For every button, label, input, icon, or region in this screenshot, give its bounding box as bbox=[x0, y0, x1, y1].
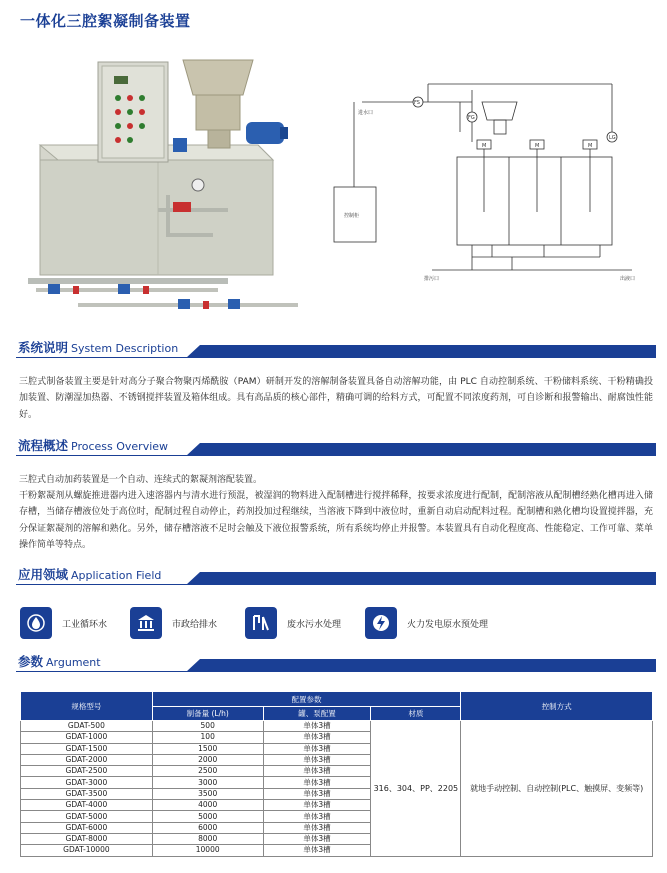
cell-capacity: 500 bbox=[152, 721, 263, 732]
motor-label-1: M bbox=[482, 143, 487, 149]
cell-capacity: 2500 bbox=[152, 766, 263, 777]
cell-model: GDAT-500 bbox=[21, 721, 153, 732]
motor-label-2: M bbox=[535, 143, 540, 149]
header-tank: 罐、泵配置 bbox=[263, 707, 371, 721]
cell-model: GDAT-3000 bbox=[21, 777, 153, 788]
cell-model: GDAT-8000 bbox=[21, 833, 153, 844]
cell-tank: 单体3槽 bbox=[263, 788, 371, 799]
cell-capacity: 8000 bbox=[152, 833, 263, 844]
motor-label-3: M bbox=[588, 143, 593, 149]
section-title-cn: 参数 bbox=[18, 654, 44, 669]
parameter-table bbox=[20, 691, 653, 857]
cell-capacity: 4000 bbox=[152, 800, 263, 811]
section-header-system bbox=[16, 340, 656, 360]
header-config: 配置参数 bbox=[152, 692, 461, 707]
application-label: 废水污水处理 bbox=[287, 619, 342, 630]
cell-capacity: 1500 bbox=[152, 743, 263, 754]
cell-tank: 单体3槽 bbox=[263, 777, 371, 788]
product-photo bbox=[18, 50, 318, 315]
header-material: 材质 bbox=[371, 707, 461, 721]
power-icon bbox=[365, 607, 397, 639]
cell-tank: 单体3槽 bbox=[263, 766, 371, 777]
cell-tank: 单体3槽 bbox=[263, 743, 371, 754]
process-schematic bbox=[332, 62, 650, 302]
drain-label: 排污口 bbox=[424, 276, 440, 282]
application-label: 工业循环水 bbox=[62, 619, 108, 630]
cell-model: GDAT-4000 bbox=[21, 800, 153, 811]
application-label: 火力发电原水预处理 bbox=[407, 619, 489, 630]
cell-capacity: 10000 bbox=[152, 845, 263, 856]
cell-capacity: 100 bbox=[152, 732, 263, 743]
cell-tank: 单体3槽 bbox=[263, 721, 371, 732]
table-row bbox=[21, 721, 653, 732]
cell-model: GDAT-6000 bbox=[21, 822, 153, 833]
cell-tank: 单体3槽 bbox=[263, 833, 371, 844]
cell-capacity: 5000 bbox=[152, 811, 263, 822]
section-title-en: Argument bbox=[46, 656, 101, 669]
control-cabinet-label: 控制柜 bbox=[344, 213, 360, 219]
cell-model: GDAT-1500 bbox=[21, 743, 153, 754]
system-description-text: 三腔式制备装置主要是针对高分子聚合物聚丙烯酰胺（PAM）研制开发的溶解制备装置具备自动溶解功能，由 PLC 自动控制系统、干粉储料系统、干粉精确投加装置、防潮湿加热器、不锈钢搅拌装置及箱体组成。具有高品质的核心部件，精确可调的给料方式，可配置不同浓度药剂，可自诊断和报警输出、耐腐蚀性能好。 bbox=[19, 377, 653, 420]
cell-capacity: 3000 bbox=[152, 777, 263, 788]
page-title: 一体化三腔絮凝制备装置 bbox=[20, 12, 191, 30]
outlet-label: 出液口 bbox=[620, 276, 636, 282]
header-control: 控制方式 bbox=[461, 692, 653, 721]
cell-tank: 单体3槽 bbox=[263, 822, 371, 833]
application-item bbox=[20, 607, 107, 639]
cell-tank: 单体3槽 bbox=[263, 732, 371, 743]
municipal-building-icon bbox=[130, 607, 162, 639]
cell-capacity: 6000 bbox=[152, 822, 263, 833]
cell-tank: 单体3槽 bbox=[263, 811, 371, 822]
application-item bbox=[365, 607, 488, 639]
water-drop-icon bbox=[20, 607, 52, 639]
cell-tank: 单体3槽 bbox=[263, 845, 371, 856]
application-label: 市政给排水 bbox=[172, 619, 218, 630]
cell-tank: 单体3槽 bbox=[263, 754, 371, 765]
fg-label: FG bbox=[468, 115, 475, 121]
process-intro-text: 三腔式自动加药装置是一个自动、连续式的絮凝剂溶配装置。 bbox=[19, 475, 263, 485]
cell-model: GDAT-2500 bbox=[21, 766, 153, 777]
cell-control: 就地手动控制、自动控制(PLC、触摸屏、变频等) bbox=[461, 721, 653, 857]
application-item bbox=[245, 607, 341, 639]
cell-model: GDAT-3500 bbox=[21, 788, 153, 799]
cell-model: GDAT-2000 bbox=[21, 754, 153, 765]
section-header-params bbox=[16, 654, 656, 674]
fs-label: FS bbox=[414, 100, 420, 106]
section-header-process bbox=[16, 438, 656, 458]
application-item bbox=[130, 607, 217, 639]
section-title-en: Application Field bbox=[71, 569, 162, 582]
header-model: 规格型号 bbox=[21, 692, 153, 721]
cell-capacity: 3500 bbox=[152, 788, 263, 799]
lg-label: LG bbox=[609, 135, 616, 141]
process-overview-text: 干粉絮凝剂从螺旋推进器内进入速溶器内与清水进行预混，被湿润的物料进入配制槽进行搅拌稀释，按要求浓度进行配制，配制溶液从配制槽经熟化槽再进入储存槽，当储存槽液位处于高位时，配制过程自动停止，药剂投加过程继续，当溶液下降到中液位时，重新自动启动配料过程。配制槽和熟化槽均设置搅拌器，充分保证絮凝剂的溶解和熟化。另外，储存槽溶液不足时会触及下液位报警系统，所有系统均停止并报警。本装置具有自动化程度高、性能稳定、工作可靠、菜单操作简单等特点。 bbox=[19, 491, 653, 550]
section-header-application bbox=[16, 567, 656, 587]
wastewater-icon bbox=[245, 607, 277, 639]
cell-tank: 单体3槽 bbox=[263, 800, 371, 811]
section-title-cn: 系统说明 bbox=[18, 340, 69, 355]
cell-material: 316、304、PP、2205 bbox=[371, 721, 461, 857]
cell-model: GDAT-5000 bbox=[21, 811, 153, 822]
header-capacity: 制备量 (L/h) bbox=[152, 707, 263, 721]
cell-model: GDAT-1000 bbox=[21, 732, 153, 743]
section-title-en: Process Overview bbox=[71, 440, 169, 453]
cell-model: GDAT-10000 bbox=[21, 845, 153, 856]
inlet-label: 进水口 bbox=[358, 110, 374, 116]
section-title-en: System Description bbox=[71, 342, 179, 355]
section-title-cn: 流程概述 bbox=[18, 438, 69, 453]
section-title-cn: 应用领域 bbox=[18, 567, 69, 582]
cell-capacity: 2000 bbox=[152, 754, 263, 765]
